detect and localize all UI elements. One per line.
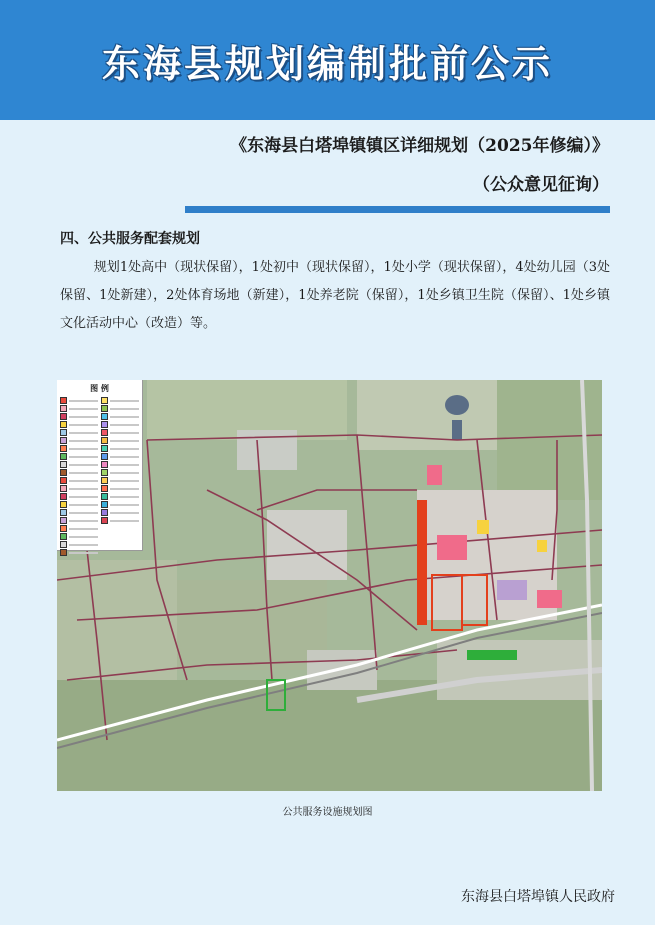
document-title: 《东海县白塔埠镇镇区详细规划（2025年修编）》 [230,136,609,156]
legend-swatch [101,509,108,516]
legend-label-placeholder [110,512,139,514]
legend-swatch [60,485,67,492]
banner-title: 东海县规划编制批前公示 [101,41,553,86]
legend-swatch [60,493,67,500]
legend-label-placeholder [110,480,139,482]
legend-swatch [60,421,67,428]
legend-entry [60,413,98,420]
legend-entry [101,405,139,412]
legend-entry [101,445,139,452]
legend-swatch [101,453,108,460]
legend-label-placeholder [69,400,98,402]
legend-entry [101,477,139,484]
legend-label-placeholder [69,488,98,490]
legend-swatch [101,397,108,404]
legend-entry [101,397,139,404]
legend-swatch [101,461,108,468]
legend-swatch [101,477,108,484]
issuing-authority: 东海县白塔埠镇人民政府 [461,889,615,905]
section-paragraph: 规划1处高中（现状保留），1处初中（现状保留），1处小学（现状保留），4处幼儿园（3处保留、1处新建），2处体育场地（新建），1处养老院（保留），1处乡镇卫生院（保留）、1处乡镇文化活动中心（改造）等。 [60,260,610,331]
legend-column-right [101,397,139,557]
legend-label-placeholder [69,536,98,538]
legend-label-placeholder [69,504,98,506]
legend-swatch [101,413,108,420]
legend-entry [60,445,98,452]
legend-entry [60,509,98,516]
legend-entry [101,437,139,444]
legend-swatch [60,533,67,540]
legend-swatch [60,549,67,556]
legend-label-placeholder [69,416,98,418]
legend-entry [60,501,98,508]
legend-entry [101,421,139,428]
legend-label-placeholder [110,520,139,522]
legend-entry [101,413,139,420]
map-legend [57,380,143,551]
legend-label-placeholder [69,432,98,434]
legend-entry [60,421,98,428]
planning-map-image [57,380,602,791]
legend-swatch [60,469,67,476]
legend-swatch [101,445,108,452]
legend-swatch [60,501,67,508]
legend-label-placeholder [110,424,139,426]
legend-entry [60,525,98,532]
legend-entry [101,517,139,524]
legend-label-placeholder [69,464,98,466]
legend-entry [60,541,98,548]
legend-entry [101,461,139,468]
legend-label-placeholder [69,480,98,482]
legend-swatch [101,469,108,476]
section-heading: 四、公共服务配套规划 [60,231,200,247]
legend-entry [60,493,98,500]
legend-label-placeholder [69,528,98,530]
legend-entry [60,397,98,404]
legend-swatch [60,445,67,452]
legend-label-placeholder [69,512,98,514]
legend-entry [101,509,139,516]
legend-entry [60,517,98,524]
legend-title: 图 例 [90,384,109,393]
legend-label-placeholder [110,416,139,418]
legend-swatch [60,517,67,524]
legend-label-placeholder [110,472,139,474]
legend-swatch [101,437,108,444]
legend-label-placeholder [69,496,98,498]
legend-entry [101,469,139,476]
legend-swatch [101,493,108,500]
legend-label-placeholder [69,520,98,522]
legend-entry [101,493,139,500]
legend-label-placeholder [69,448,98,450]
legend-swatch [60,509,67,516]
legend-swatch [60,453,67,460]
legend-entry [101,501,139,508]
legend-entry [101,429,139,436]
legend-swatch [60,477,67,484]
legend-swatch [101,501,108,508]
legend-column-left [60,397,98,557]
legend-entry [60,469,98,476]
divider-bar [185,206,610,213]
legend-swatch [60,397,67,404]
legend-swatch [60,525,67,532]
legend-label-placeholder [110,504,139,506]
legend-swatch [101,429,108,436]
legend-entry [60,461,98,468]
legend-entry [60,485,98,492]
legend-label-placeholder [69,440,98,442]
legend-label-placeholder [69,456,98,458]
legend-label-placeholder [110,496,139,498]
legend-entry [60,453,98,460]
legend-entry [60,437,98,444]
legend-label-placeholder [110,400,139,402]
legend-entry [101,453,139,460]
legend-label-placeholder [110,456,139,458]
legend-label-placeholder [110,488,139,490]
legend-swatch [60,461,67,468]
legend-entry [60,429,98,436]
legend-entry [60,477,98,484]
map-caption: 公共服务设施规划图 [282,807,373,818]
legend-swatch [101,421,108,428]
legend-swatch [60,429,67,436]
legend-swatch [60,437,67,444]
legend-entry [60,533,98,540]
document-subtitle: （公众意见征询） [473,175,609,195]
legend-swatch [101,517,108,524]
legend-label-placeholder [110,440,139,442]
legend-swatch [60,405,67,412]
legend-label-placeholder [110,448,139,450]
header-banner [0,0,655,120]
legend-swatch [60,541,67,548]
legend-label-placeholder [110,432,139,434]
legend-swatch [101,485,108,492]
legend-label-placeholder [69,552,98,554]
legend-label-placeholder [110,464,139,466]
legend-label-placeholder [69,472,98,474]
legend-entry [60,549,98,556]
legend-label-placeholder [69,424,98,426]
legend-label-placeholder [69,408,98,410]
legend-entry [60,405,98,412]
legend-swatch [101,405,108,412]
legend-label-placeholder [110,408,139,410]
legend-label-placeholder [69,544,98,546]
legend-entry [101,485,139,492]
legend-swatch [60,413,67,420]
